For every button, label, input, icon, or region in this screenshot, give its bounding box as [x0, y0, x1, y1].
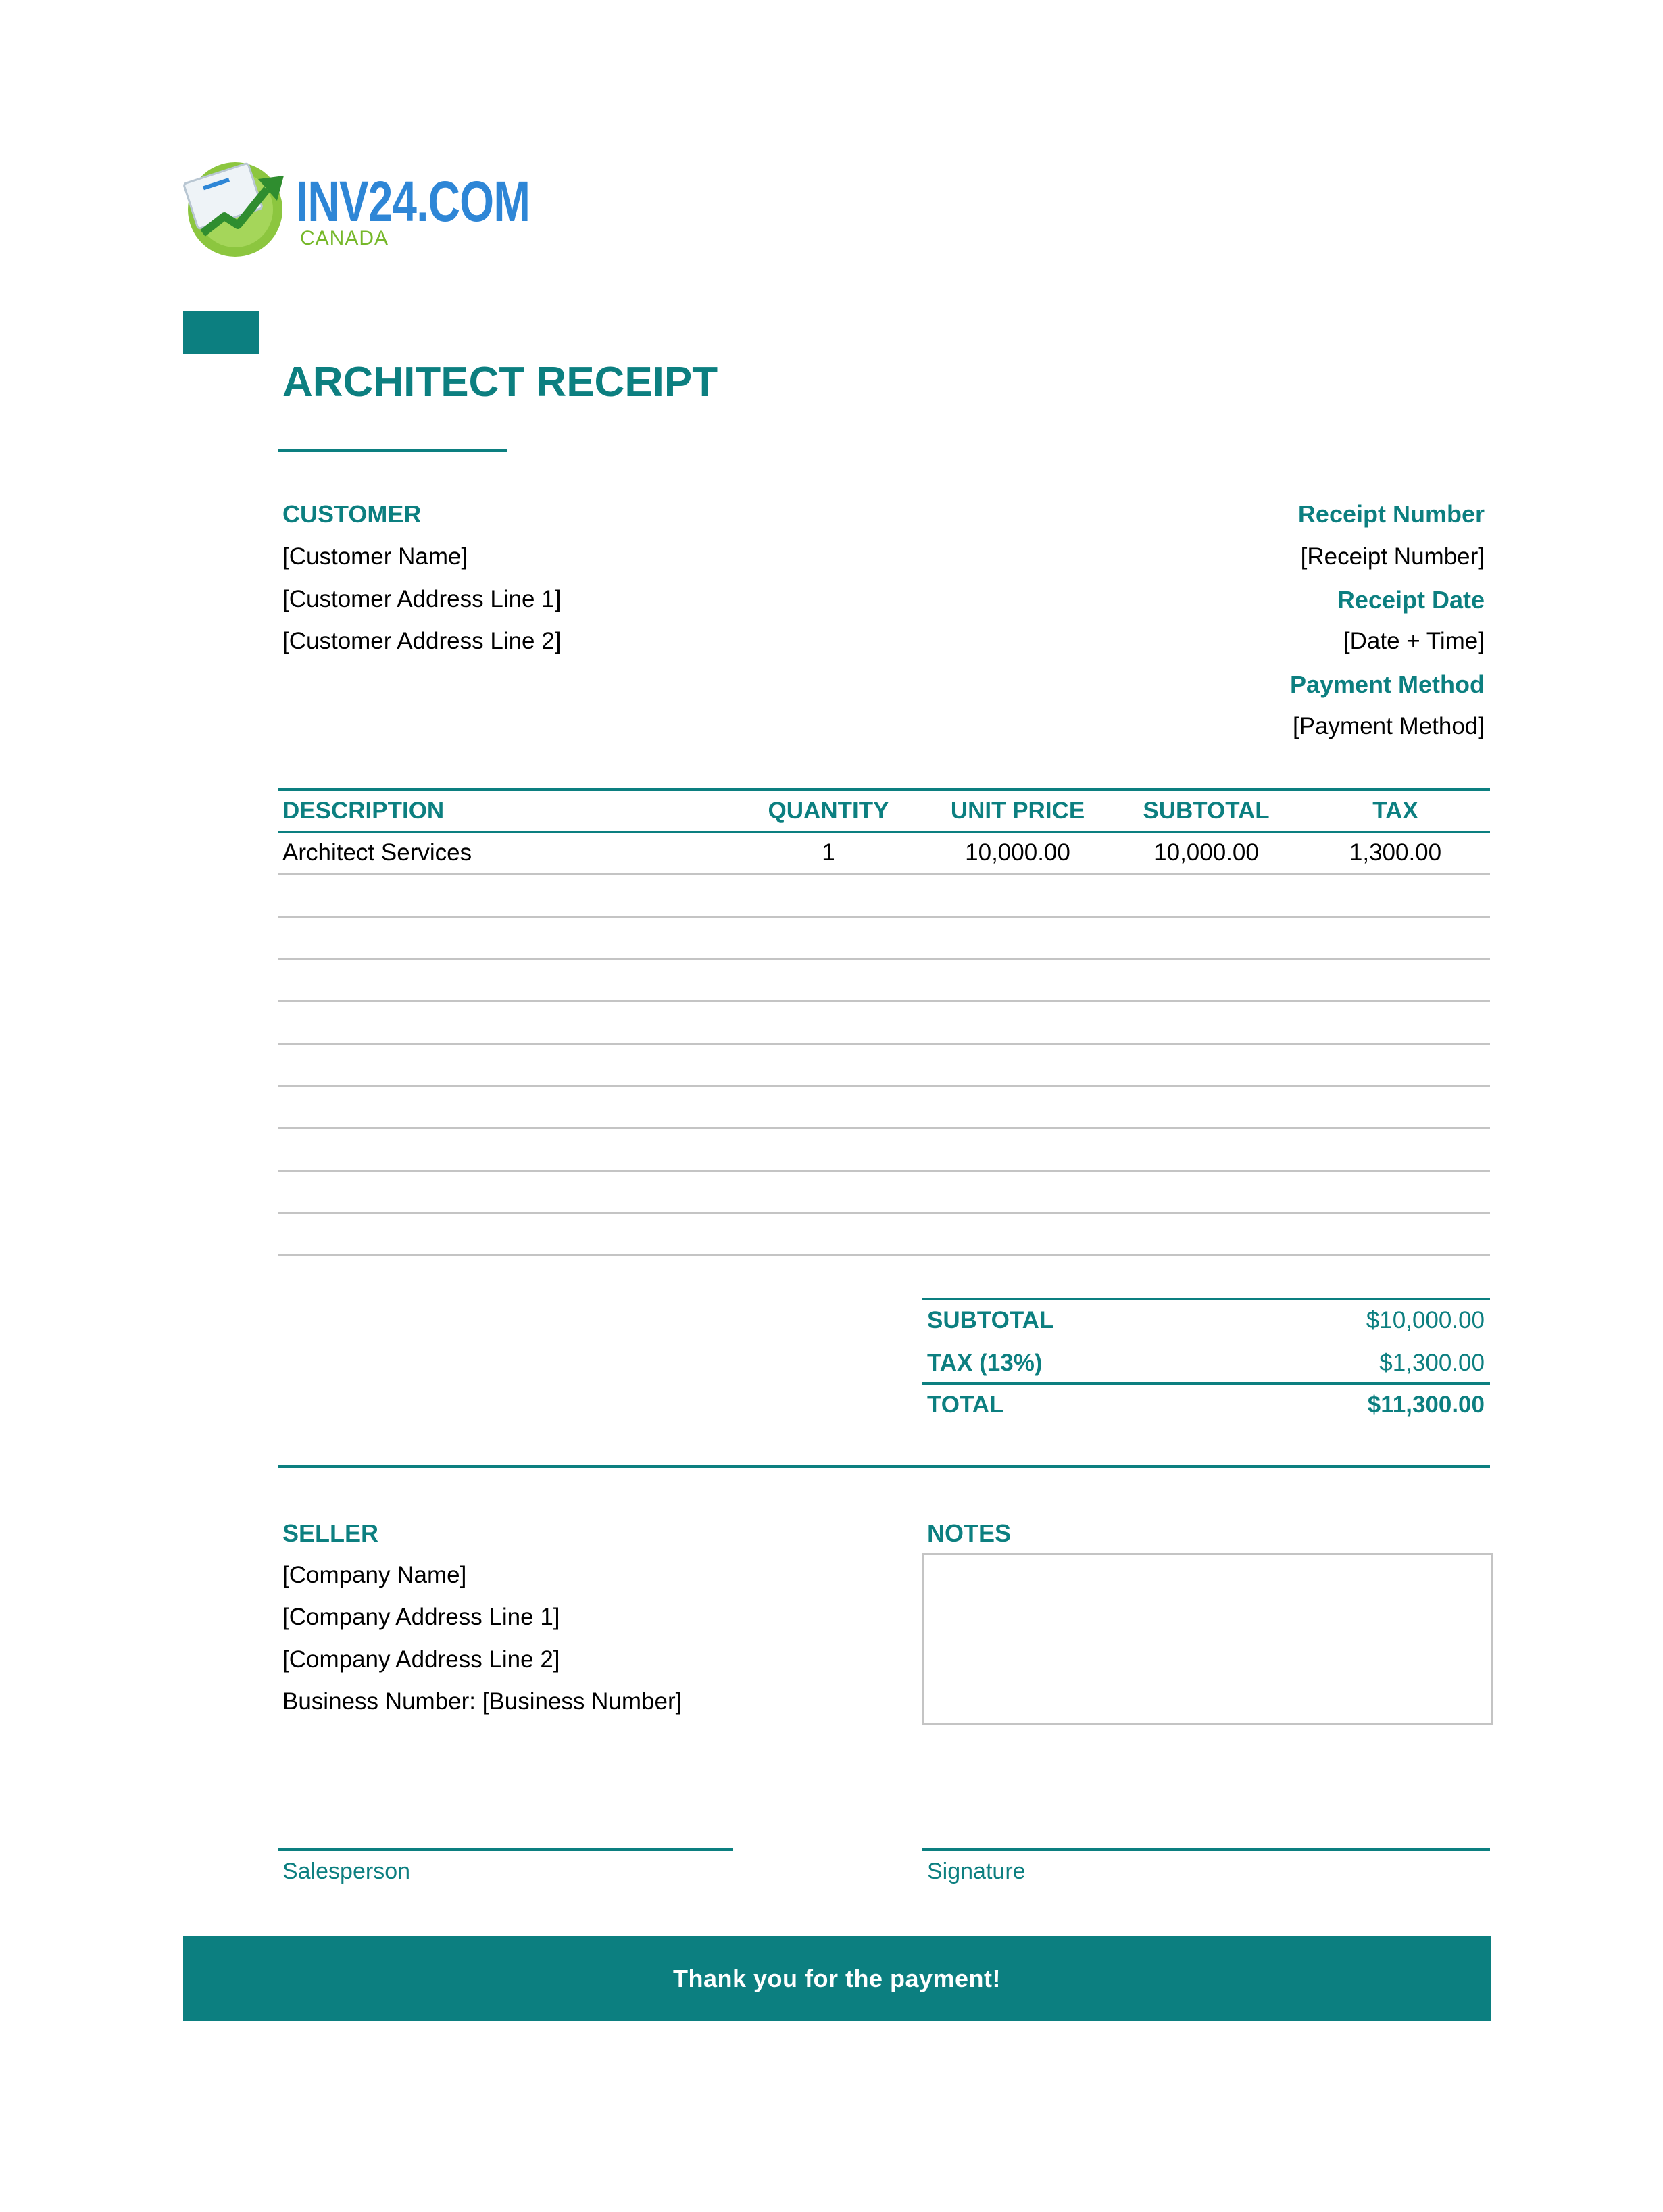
payment-method-label: Payment Method [1289, 670, 1485, 698]
customer-label: CUSTOMER [282, 500, 422, 528]
notes-box[interactable] [922, 1553, 1493, 1725]
totals-total-label: TOTAL [927, 1392, 1004, 1418]
customer-address-line-1: [Customer Address Line 1] [282, 586, 562, 612]
row-tax: 1,300.00 [1349, 839, 1442, 866]
row-description: Architect Services [282, 839, 472, 866]
row-divider [278, 1254, 1490, 1256]
row-unit-price: 10,000.00 [965, 839, 1070, 866]
row-divider [278, 1000, 1490, 1002]
column-header-tax: TAX [1372, 797, 1418, 824]
row-quantity: 1 [822, 839, 835, 866]
salesperson-line [278, 1848, 733, 1851]
row-divider [278, 1212, 1490, 1214]
section-divider [278, 1465, 1490, 1468]
table-header-rule [278, 831, 1490, 833]
column-header-description: DESCRIPTION [282, 797, 445, 824]
column-header-unit-price: UNIT PRICE [950, 797, 1085, 824]
salesperson-label: Salesperson [282, 1859, 411, 1884]
row-divider [278, 916, 1490, 918]
totals-total-value: $11,300.00 [1367, 1392, 1485, 1418]
totals-subtotal-value: $10,000.00 [1366, 1307, 1485, 1333]
seller-address-line-2: [Company Address Line 2] [282, 1646, 560, 1673]
row-divider [278, 1043, 1490, 1045]
notes-label: NOTES [927, 1519, 1012, 1547]
receipt-date-value: [Date + Time] [1343, 628, 1485, 654]
totals-subtotal-label: SUBTOTAL [927, 1307, 1054, 1333]
payment-method-value: [Payment Method] [1292, 713, 1485, 739]
seller-business-number: Business Number: [Business Number] [282, 1688, 682, 1715]
signature-label: Signature [927, 1859, 1026, 1884]
customer-name: [Customer Name] [282, 543, 468, 570]
accent-block [183, 311, 259, 354]
brand-name: INV24.COM [296, 170, 530, 233]
customer-address-line-2: [Customer Address Line 2] [282, 628, 562, 654]
page-title: ARCHITECT RECEIPT [282, 359, 718, 405]
title-divider [278, 449, 507, 452]
signature-line [922, 1848, 1490, 1851]
row-divider [278, 958, 1490, 960]
column-header-quantity: QUANTITY [768, 797, 889, 824]
totals-tax-label: TAX (13%) [927, 1350, 1043, 1376]
footer-message: Thank you for the payment! [672, 1965, 1001, 1992]
table-top-rule [278, 788, 1490, 791]
seller-address-line-1: [Company Address Line 1] [282, 1604, 560, 1630]
totals-tax-value: $1,300.00 [1379, 1350, 1485, 1376]
logo-emblem-icon [182, 152, 291, 260]
seller-label: SELLER [282, 1519, 379, 1547]
row-divider [278, 1170, 1490, 1172]
row-subtotal: 10,000.00 [1153, 839, 1259, 866]
column-header-subtotal: SUBTOTAL [1143, 797, 1270, 824]
totals-divider [922, 1382, 1490, 1385]
receipt-date-label: Receipt Date [1337, 586, 1485, 614]
brand-region: CANADA [300, 227, 389, 249]
totals-top-rule [922, 1298, 1490, 1300]
row-divider [278, 873, 1490, 875]
receipt-number-label: Receipt Number [1297, 500, 1485, 528]
footer-banner [183, 1936, 1491, 2021]
row-divider [278, 1127, 1490, 1129]
receipt-number-value: [Receipt Number] [1300, 543, 1485, 570]
seller-company-name: [Company Name] [282, 1562, 467, 1588]
row-divider [278, 1085, 1490, 1087]
